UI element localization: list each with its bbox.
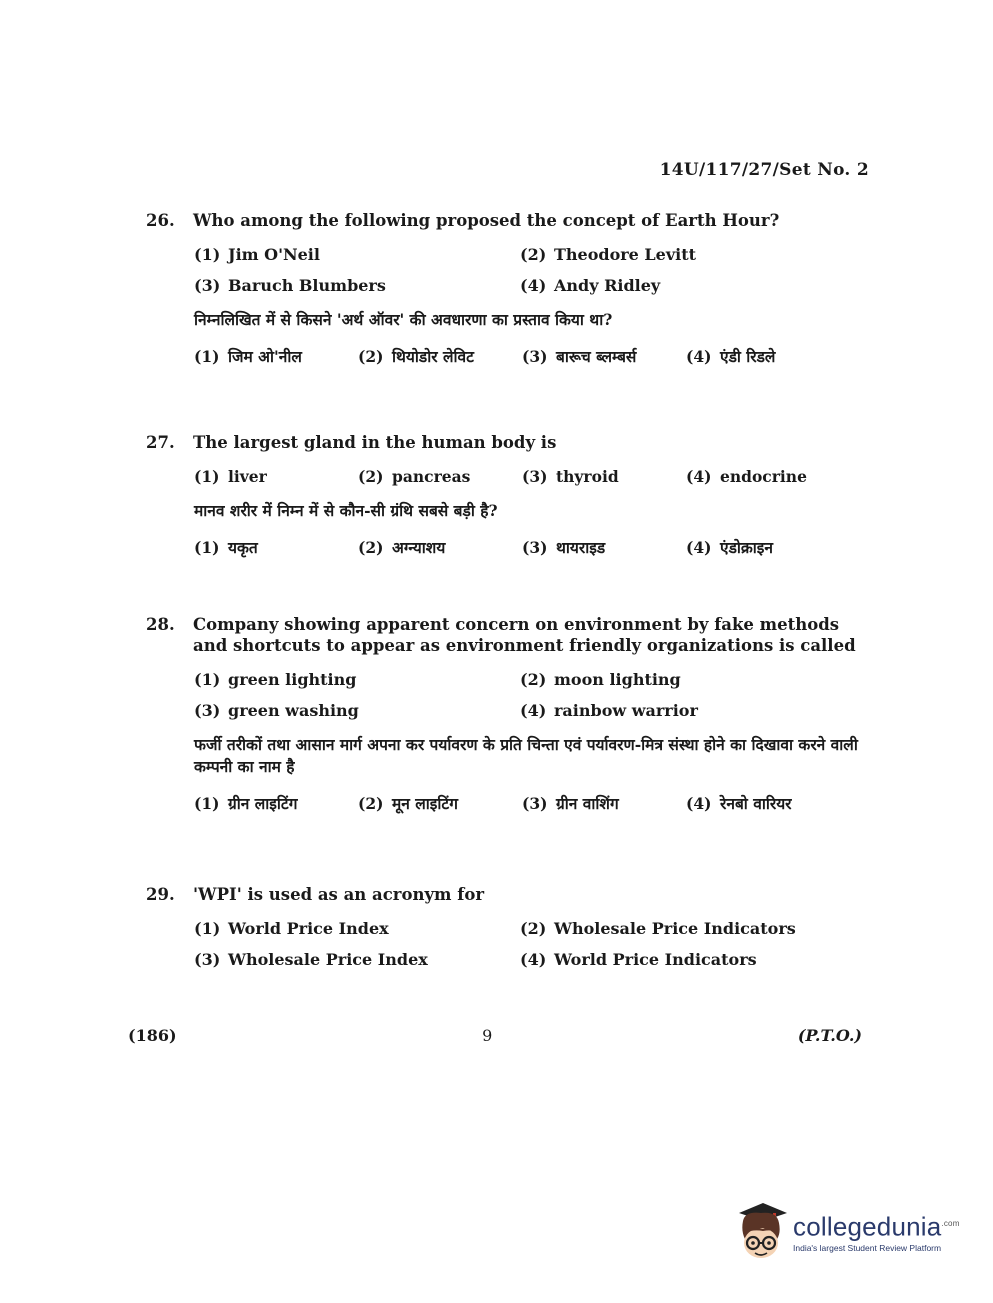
question-29 bbox=[146, 884, 866, 969]
brand-suffix: .com bbox=[941, 1218, 960, 1228]
option-2: (2) Theodore Levitt bbox=[520, 245, 697, 264]
option-3: (3) Baruch Blumbers bbox=[194, 276, 386, 295]
option-4-hindi: (4) एंडोक्राइन bbox=[686, 538, 774, 557]
pto-label: (P.T.O.) bbox=[797, 1026, 862, 1045]
options-english bbox=[194, 467, 866, 486]
option-3-hindi: (3) ग्रीन वाशिंग bbox=[522, 794, 619, 813]
option-2: (2) Wholesale Price Indicators bbox=[520, 919, 796, 938]
question-text: Who among the following proposed the concept of Earth Hour? bbox=[193, 211, 780, 230]
brand-tagline: India's largest Student Review Platform bbox=[793, 1243, 942, 1254]
option-4-hindi: (4) रेनबो वारियर bbox=[686, 794, 792, 813]
question-text: Company showing apparent concern on environment by fake methods and shortcuts to appear as environment friendly organizations is called bbox=[193, 615, 856, 655]
student-mascot-icon bbox=[733, 1199, 789, 1263]
question-number: 28. bbox=[146, 615, 175, 634]
question-text: 'WPI' is used as an acronym for bbox=[193, 885, 485, 904]
option-3: (3) Wholesale Price Index bbox=[194, 950, 428, 969]
question-27 bbox=[146, 432, 866, 558]
option-1-hindi: (1) जिम ओ'नील bbox=[194, 347, 302, 366]
option-1: (1) World Price Index bbox=[194, 919, 389, 938]
question-number: 26. bbox=[146, 211, 175, 230]
page-footer bbox=[128, 1026, 862, 1045]
option-4-hindi: (4) एंडी रिडले bbox=[686, 347, 776, 366]
option-3: (3) green washing bbox=[194, 701, 359, 720]
option-2: (2) moon lighting bbox=[520, 670, 681, 689]
question-text-hindi: मानव शरीर में निम्न में से कौन-सी ग्रंथि सबसे बड़ी है? bbox=[194, 501, 498, 520]
option-3-hindi: (3) बारूच ब्लम्बर्स bbox=[522, 347, 637, 366]
question-number: 27. bbox=[146, 433, 175, 452]
page-number: 9 bbox=[482, 1026, 493, 1045]
paper-code: 14U/117/27/Set No. 2 bbox=[659, 160, 869, 180]
option-4: (4) endocrine bbox=[686, 467, 807, 486]
option-4: (4) rainbow warrior bbox=[520, 701, 698, 720]
collegedunia-logo bbox=[733, 1196, 963, 1266]
option-4: (4) Andy Ridley bbox=[520, 276, 661, 295]
option-1-hindi: (1) यकृत bbox=[194, 538, 258, 557]
options-english bbox=[194, 245, 866, 295]
option-1: (1) liver bbox=[194, 467, 267, 486]
brand-name: collegedunia bbox=[793, 1211, 942, 1242]
options-english bbox=[194, 670, 866, 720]
option-3-hindi: (3) थायराइड bbox=[522, 538, 606, 557]
option-4: (4) World Price Indicators bbox=[520, 950, 757, 969]
option-1-hindi: (1) ग्रीन लाइटिंग bbox=[194, 794, 298, 813]
question-text-hindi: फर्जी तरीकों तथा आसान मार्ग अपना कर पर्यावरण के प्रति चिन्ता एवं पर्यावरण-मित्र संस्था होने का दिखावा करने वाली कम्पनी का नाम है bbox=[194, 735, 858, 776]
options-hindi bbox=[194, 536, 866, 558]
option-2-hindi: (2) थियोडोर लेविट bbox=[358, 347, 474, 366]
options-english bbox=[194, 919, 866, 969]
options-hindi bbox=[194, 345, 866, 367]
question-text-hindi: निम्नलिखित में से किसने 'अर्थ ऑवर' की अवधारणा का प्रस्ताव किया था? bbox=[194, 310, 613, 329]
option-2-hindi: (2) मून लाइटिंग bbox=[358, 794, 458, 813]
question-text: The largest gland in the human body is bbox=[193, 433, 557, 452]
option-3: (3) thyroid bbox=[522, 467, 619, 486]
option-2-hindi: (2) अग्न्याशय bbox=[358, 538, 446, 557]
footer-code: (186) bbox=[128, 1026, 177, 1045]
question-number: 29. bbox=[146, 885, 175, 904]
option-2: (2) pancreas bbox=[358, 467, 471, 486]
question-26 bbox=[146, 210, 866, 367]
option-1: (1) Jim O'Neil bbox=[194, 245, 320, 264]
options-hindi bbox=[194, 792, 866, 814]
question-28 bbox=[146, 614, 866, 814]
option-1: (1) green lighting bbox=[194, 670, 357, 689]
